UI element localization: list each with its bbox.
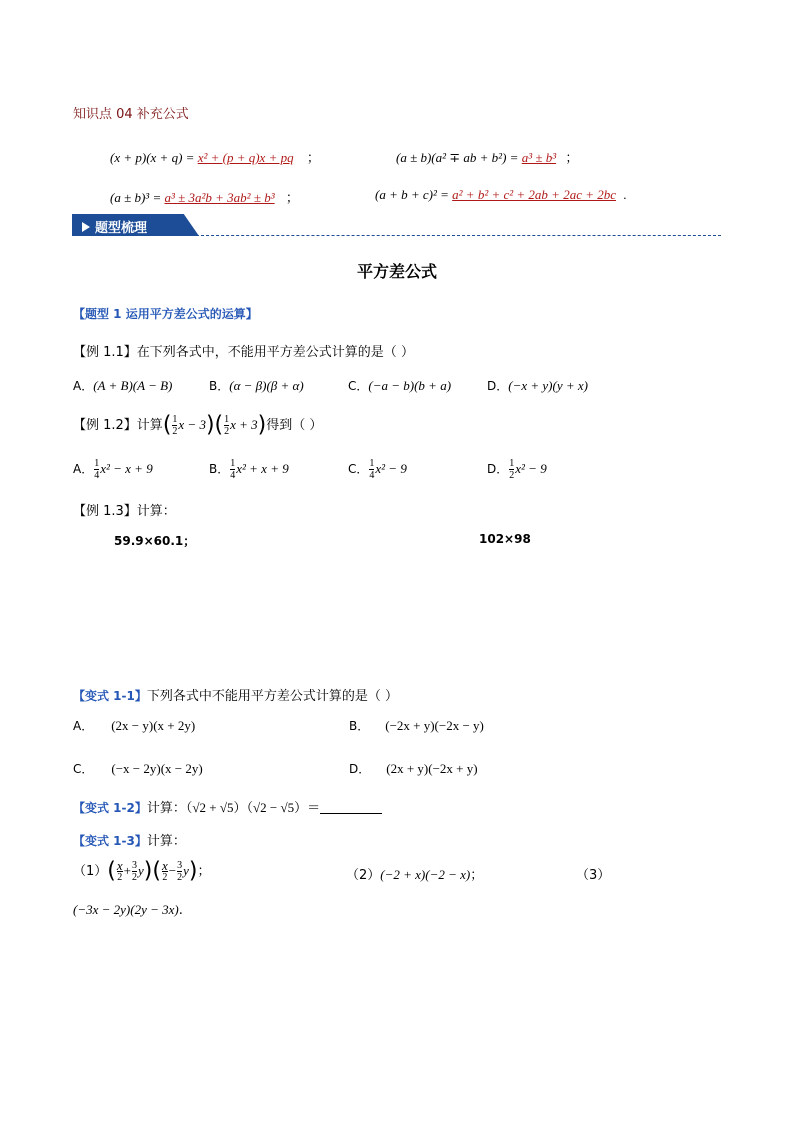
formula-4-left: (a + b + c)² =: [375, 187, 453, 202]
example-1-1-option-d: D．(−x + y)(y + x): [487, 378, 588, 393]
banner-dashed-line: [196, 235, 721, 236]
example-1-1-option-b: B．(α − β)(β + α): [209, 378, 304, 393]
example-1-3-stem: 【例 1.3】计算：: [73, 504, 176, 519]
formula-4: (a + b + c)² = a² + b² + c² + 2ab + 2ac + 2bc .: [375, 187, 627, 202]
formula-1-left: (x + p)(x + q) =: [110, 150, 198, 165]
variant-1-1-option-d: D． (2x + y)(−2x + y): [349, 761, 478, 776]
example-1-2-option-d: D． $\frac{1}{2}$ x² − 9: [487, 458, 547, 481]
example-1-3-part-1: 59.9×60.1；: [114, 534, 196, 548]
example-1-2-option-a: A． $\frac{1}{4}$ x² − x + 9: [73, 458, 153, 481]
section-title: 平方差公式: [356, 262, 437, 281]
example-1-1-option-a: A．(A + B)(A − B): [73, 378, 173, 393]
variant-1-1-stem: 【变式 1-1】下列各式中不能用平方差公式计算的是（ ）: [73, 689, 398, 704]
variant-1-3-part-3: (−3x − 2y)(2y − 3x).: [73, 902, 183, 918]
fraction-half: $\frac{1}{2}$: [224, 414, 230, 437]
formula-2: (a ± b)(a² ∓ ab + b²) = a³ ± b³ ；: [396, 150, 579, 165]
example-1-2-option-c: C． $\frac{1}{4}$ x² − 9: [348, 458, 407, 481]
variant-1-3-stem: 【变式 1-3】计算：: [73, 834, 186, 849]
variant-1-3-part-3-label: （3）: [576, 868, 611, 883]
example-1-1-stem: 【例 1.1】在下列各式中，不能用平方差公式计算的是（ ）: [73, 345, 414, 360]
play-arrow-icon: [82, 222, 90, 232]
fraction-half: $\frac{1}{2}$: [172, 414, 178, 437]
formula-3-left: (a ± b)³ =: [110, 190, 165, 205]
variant-1-3-part-2: （2）(−2 + x)(−2 − x)；: [346, 867, 484, 883]
variant-1-2-stem: 【变式 1-2】计算：（√2 + √5）（√2 − √5）＝: [73, 797, 382, 816]
formula-2-answer: a³ ± b³: [521, 150, 557, 165]
formula-3-answer: a³ ± 3a²b + 3ab² ± b³: [164, 190, 275, 205]
formula-2-left: (a ± b)(a² ∓ ab + b²) =: [396, 150, 522, 165]
example-1-2-option-b: B． $\frac{1}{4}$ x² + x + 9: [209, 458, 289, 481]
example-1-1-option-c: C．(−a − b)(b + a): [348, 378, 452, 393]
formula-3: (a ± b)³ = a³ ± 3a²b + 3ab² ± b³ ；: [110, 190, 299, 205]
knowledge-point-title: 知识点 04 补充公式: [73, 107, 189, 122]
type-1-heading: 【题型 1 运用平方差公式的运算】: [73, 307, 258, 321]
formula-1: (x + p)(x + q) = x² + (p + q)x + pq ；: [110, 150, 320, 165]
formula-1-answer: x² + (p + q)x + pq: [197, 150, 294, 165]
variant-1-1-option-b: B． (−2x + y)(−2x − y): [349, 718, 484, 733]
answer-blank[interactable]: [320, 802, 382, 814]
formula-4-answer: a² + b² + c² + 2ab + 2ac + 2bc: [452, 187, 617, 202]
variant-1-3-part-1: （1）( $\frac{x}{2}$ + $\frac{3}{2}$ y)( $\frac{x}{2}$ − $\frac{3}{2}$ y)；: [73, 858, 211, 884]
banner-label: 题型梳理: [82, 217, 147, 236]
example-1-3-part-2: 102×98: [479, 532, 531, 546]
example-1-2-stem: 【例 1.2】计算( $\frac{1}{2}$ x − 3)( $\frac{1}{2}$ x + 3)得到（ ）: [73, 412, 323, 438]
variant-1-1-option-a: A． (2x − y)(x + 2y): [73, 718, 196, 733]
variant-1-1-option-c: C． (−x − 2y)(x − 2y): [73, 761, 203, 776]
